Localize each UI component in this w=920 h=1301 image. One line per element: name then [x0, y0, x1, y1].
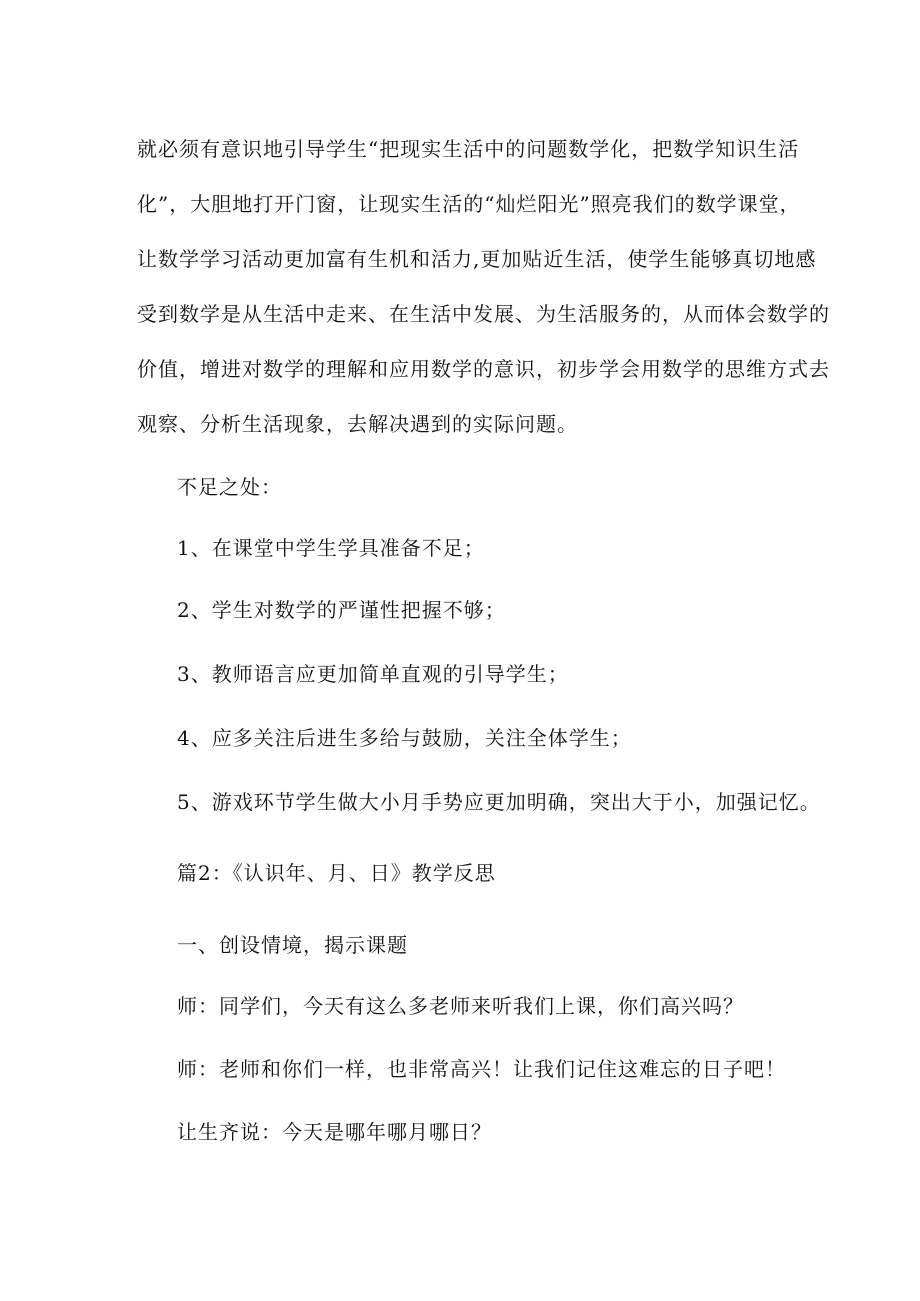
paragraph-line: 让数学学习活动更加富有生机和活力,更加贴近生活，使学生能够真切地感	[137, 247, 817, 271]
article-title: 篇2：《认识年、月、日》教学反思	[177, 861, 496, 885]
dialogue-line-3: 让生齐说：今天是哪年哪月哪日？	[177, 1120, 492, 1144]
shortcoming-item-4: 4、应多关注后进生多给与鼓励，关注全体学生；	[177, 726, 632, 750]
shortcoming-item-1: 1、在课堂中学生学具准备不足；	[177, 536, 485, 560]
dialogue-line-2: 师：老师和你们一样，也非常高兴！让我们记住这难忘的日子吧！	[177, 1057, 786, 1081]
paragraph-line: 观察、分析生活现象，去解决遇到的实际问题。	[137, 412, 578, 436]
shortcomings-heading: 不足之处：	[177, 475, 282, 499]
dialogue-line-1: 师：同学们，今天有这么多老师来听我们上课，你们高兴吗？	[177, 994, 744, 1018]
shortcoming-item-3: 3、教师语言应更加简单直观的引导学生；	[177, 662, 569, 686]
paragraph-line: 就必须有意识地引导学生“把现实生活中的问题数学化，把数学知识生活	[137, 137, 800, 161]
section-heading: 一、创设情境，揭示课题	[177, 933, 408, 957]
body-paragraph	[137, 122, 830, 452]
paragraph-line: 化”，大胆地打开门窗，让现实生活的“灿烂阳光”照亮我们的数学课堂，	[137, 192, 801, 216]
shortcoming-item-2: 2、学生对数学的严谨性把握不够；	[177, 598, 506, 622]
shortcoming-item-5: 5、游戏环节学生做大小月手势应更加明确，突出大于小，加强记忆。	[177, 790, 821, 814]
paragraph-line: 受到数学是从生活中走来、在生活中发展、为生活服务的，从而体会数学的	[137, 302, 830, 326]
paragraph-line: 价值，增进对数学的理解和应用数学的意识，初步学会用数学的思维方式去	[137, 357, 830, 381]
